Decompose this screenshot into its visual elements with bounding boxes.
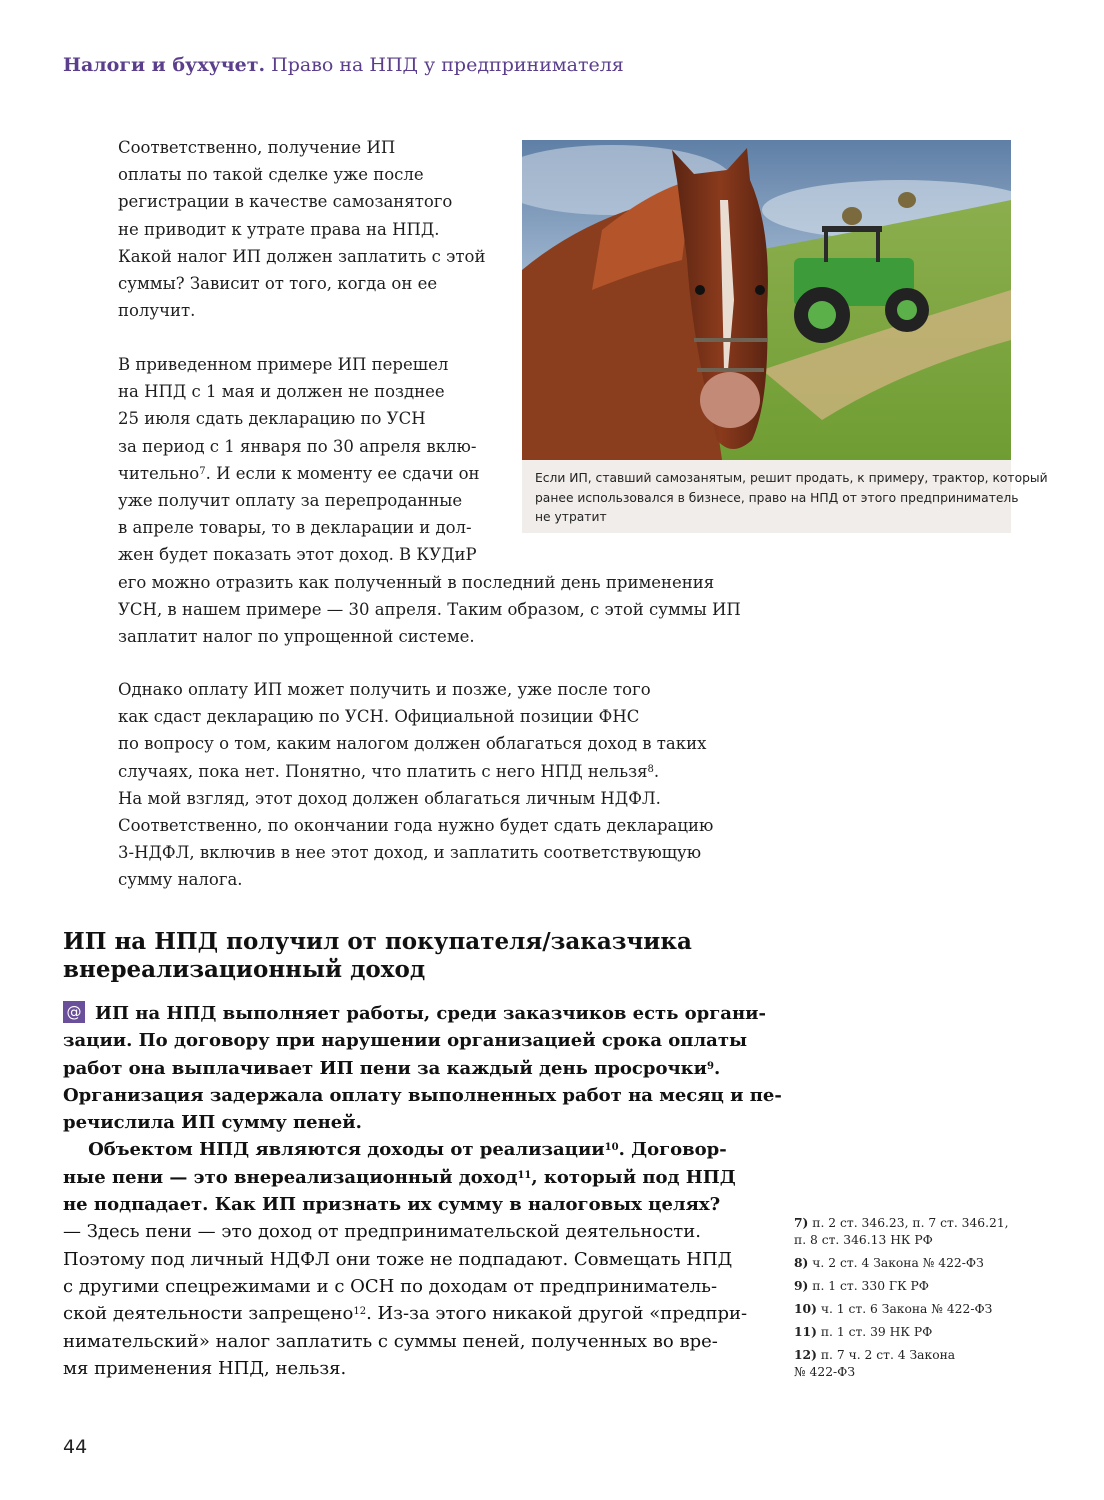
question-answer-block xyxy=(63,1000,782,1382)
text-line: 25 июля сдать декларацию по УСН xyxy=(118,409,426,429)
text-line: регистрации в качестве самозанятого xyxy=(118,192,453,212)
footnote-text: № 422-ФЗ xyxy=(794,1365,856,1379)
question-line: речислила ИП сумму пеней. xyxy=(63,1112,362,1134)
question-line: Организация задержала оплату выполненных работ на месяц и пе- xyxy=(63,1084,782,1106)
footnote-9 xyxy=(794,1277,1009,1295)
text-line: по вопросу о том, каким налогом должен облагаться доход в таких xyxy=(118,734,707,754)
footnote-ref-12[interactable]: 12 xyxy=(353,1306,367,1318)
text-line: на НПД с 1 мая и должен не позднее xyxy=(118,382,445,402)
answer-line: с другими спецрежимами и с ОСН по доходам от предприниматель- xyxy=(63,1275,718,1297)
footnote-ref-8[interactable]: 8 xyxy=(647,763,654,775)
text-line: Однако оплату ИП может получить и позже, уже после того xyxy=(118,680,651,699)
text-fragment: случаях, пока нет. Понятно, что платить с него НПД нельзя xyxy=(118,761,648,781)
heading-line: ИП на НПД получил от покупателя/заказчика xyxy=(63,928,692,955)
text-line: сумму налога. xyxy=(118,870,243,890)
footnote-text: п. 1 ст. 39 НК РФ xyxy=(820,1325,933,1339)
text-line: 3-НДФЛ, включив в нее этот доход, и заплатить соответствующую xyxy=(118,843,702,863)
footnote-number: 10) xyxy=(794,1301,817,1316)
text-line: за период с 1 января по 30 апреля вклю- xyxy=(118,436,477,456)
footnote-text: п. 2 ст. 346.23, п. 7 ст. 346.21, xyxy=(812,1216,1009,1230)
text-fragment: . xyxy=(713,1057,721,1079)
text-line: суммы? Зависит от того, когда он ее xyxy=(118,274,438,294)
footnote-number: 11) xyxy=(794,1324,817,1339)
footnote-8 xyxy=(794,1254,1009,1272)
footnote-ref-10[interactable]: 10 xyxy=(604,1142,619,1154)
caption-line: Если ИП, ставший самозанятым, решит продать, к примеру, трактор, который xyxy=(535,471,1048,485)
photo-illustration xyxy=(522,140,1011,460)
text-line: Соответственно, по окончании года нужно будет сдать декларацию xyxy=(118,816,714,836)
text-line: Соответственно, получение ИП xyxy=(118,138,396,157)
text-fragment: . Договор- xyxy=(618,1139,727,1161)
text-fragment: . Из-за этого никакой другой «предпри- xyxy=(366,1303,748,1325)
text-line: уже получит оплату за перепроданные xyxy=(118,491,463,511)
footnote-text: п. 8 ст. 346.13 НК РФ xyxy=(794,1233,933,1247)
text-line: УСН, в нашем примере — 30 апреля. Таким образом, с этой суммы ИП xyxy=(118,599,741,619)
running-header xyxy=(63,54,624,76)
text-fragment: , который под НПД xyxy=(531,1166,736,1188)
footnote-number: 8) xyxy=(794,1255,809,1270)
answer-line: — Здесь пени — это доход от предпринимательской деятельности. xyxy=(63,1221,701,1243)
paragraph-3 xyxy=(118,676,713,894)
caption-line: не утратит xyxy=(535,510,607,524)
text-fragment: . И если к моменту ее сдачи он xyxy=(205,463,480,483)
text-fragment: ИП на НПД выполняет работы, среди заказчиков есть органи- xyxy=(95,1003,766,1024)
footnote-text: ч. 1 ст. 6 Закона № 422-ФЗ xyxy=(820,1302,993,1316)
text-fragment: ской деятельности запрещено xyxy=(63,1303,354,1325)
text-line: Какой налог ИП должен заплатить с этой xyxy=(118,246,486,266)
text-fragment: Объектом НПД являются доходы от реализации xyxy=(63,1139,605,1161)
text-line: получит. xyxy=(118,301,196,321)
footnote-ref-7[interactable]: 7 xyxy=(199,465,206,477)
horse-tractor-photo xyxy=(522,140,1011,460)
footnote-number: 9) xyxy=(794,1278,809,1293)
answer-line: нимательский» налог заплатить с суммы пеней, полученных во вре- xyxy=(63,1330,718,1352)
page-number: 44 xyxy=(63,1436,88,1458)
footnote-ref-11[interactable]: 11 xyxy=(517,1169,532,1181)
header-section: Налоги и бухучет. xyxy=(63,54,266,76)
footnote-text: п. 1 ст. 330 ГК РФ xyxy=(812,1279,929,1293)
footnote-ref-9[interactable]: 9 xyxy=(707,1060,714,1072)
text-line: В приведенном примере ИП перешел xyxy=(118,355,449,374)
text-line: жен будет показать этот доход. В КУДиР xyxy=(118,545,477,565)
caption-line: ранее использовался в бизнесе, право на НПД от этого предприниматель xyxy=(535,490,1019,505)
footnotes xyxy=(794,1214,1009,1386)
text-line: его можно отразить как полученный в последний день применения xyxy=(118,572,715,592)
answer-line: мя применения НПД, нельзя. xyxy=(63,1357,347,1379)
footnote-number: 7) xyxy=(794,1215,809,1230)
answer-line xyxy=(63,1300,782,1327)
question-line: зации. По договору при нарушении организацией срока оплаты xyxy=(63,1030,748,1052)
text-line: заплатит налог по упрощенной системе. xyxy=(118,627,475,647)
photo-caption xyxy=(522,460,1048,533)
text-line: На мой взгляд, этот доход должен облагаться личным НДФЛ. xyxy=(118,788,661,808)
text-line: не приводит к утрате права на НПД. xyxy=(118,219,440,239)
footnote-12 xyxy=(794,1346,1009,1381)
footnote-number: 12) xyxy=(794,1347,817,1362)
text-fragment: ные пени — это внереализационный доход xyxy=(63,1166,518,1188)
question-line xyxy=(63,1000,782,1027)
question-line xyxy=(63,1136,782,1163)
text-line: как сдаст декларацию по УСН. Официальной позиции ФНС xyxy=(118,707,640,727)
question-line xyxy=(63,1055,782,1082)
text-line: в апреле товары, то в декларации и дол- xyxy=(118,518,472,538)
footnote-text: п. 7 ч. 2 ст. 4 Закона xyxy=(820,1348,956,1362)
text-line xyxy=(118,758,713,785)
text-fragment: работ она выплачивает ИП пени за каждый день просрочки xyxy=(63,1057,707,1079)
text-fragment: чительно xyxy=(118,463,200,483)
at-icon: @ xyxy=(63,1001,85,1023)
footnote-10 xyxy=(794,1300,1009,1318)
text-fragment: . xyxy=(653,761,660,781)
footnote-7 xyxy=(794,1214,1009,1249)
question-line: не подпадает. Как ИП признать их сумму в налоговых целях? xyxy=(63,1194,721,1216)
header-title: Право на НПД у предпринимателя xyxy=(271,54,624,76)
footnote-11 xyxy=(794,1323,1009,1341)
question-line xyxy=(63,1164,782,1191)
answer-line: Поэтому под личный НДФЛ они тоже не подпадают. Совмещать НПД xyxy=(63,1248,733,1270)
text-line: оплаты по такой сделке уже после xyxy=(118,165,424,185)
section-heading xyxy=(63,928,692,984)
paragraph-1 xyxy=(118,134,485,324)
heading-line: внереализационный доход xyxy=(63,956,426,983)
footnote-text: ч. 2 ст. 4 Закона № 422-ФЗ xyxy=(812,1256,984,1270)
